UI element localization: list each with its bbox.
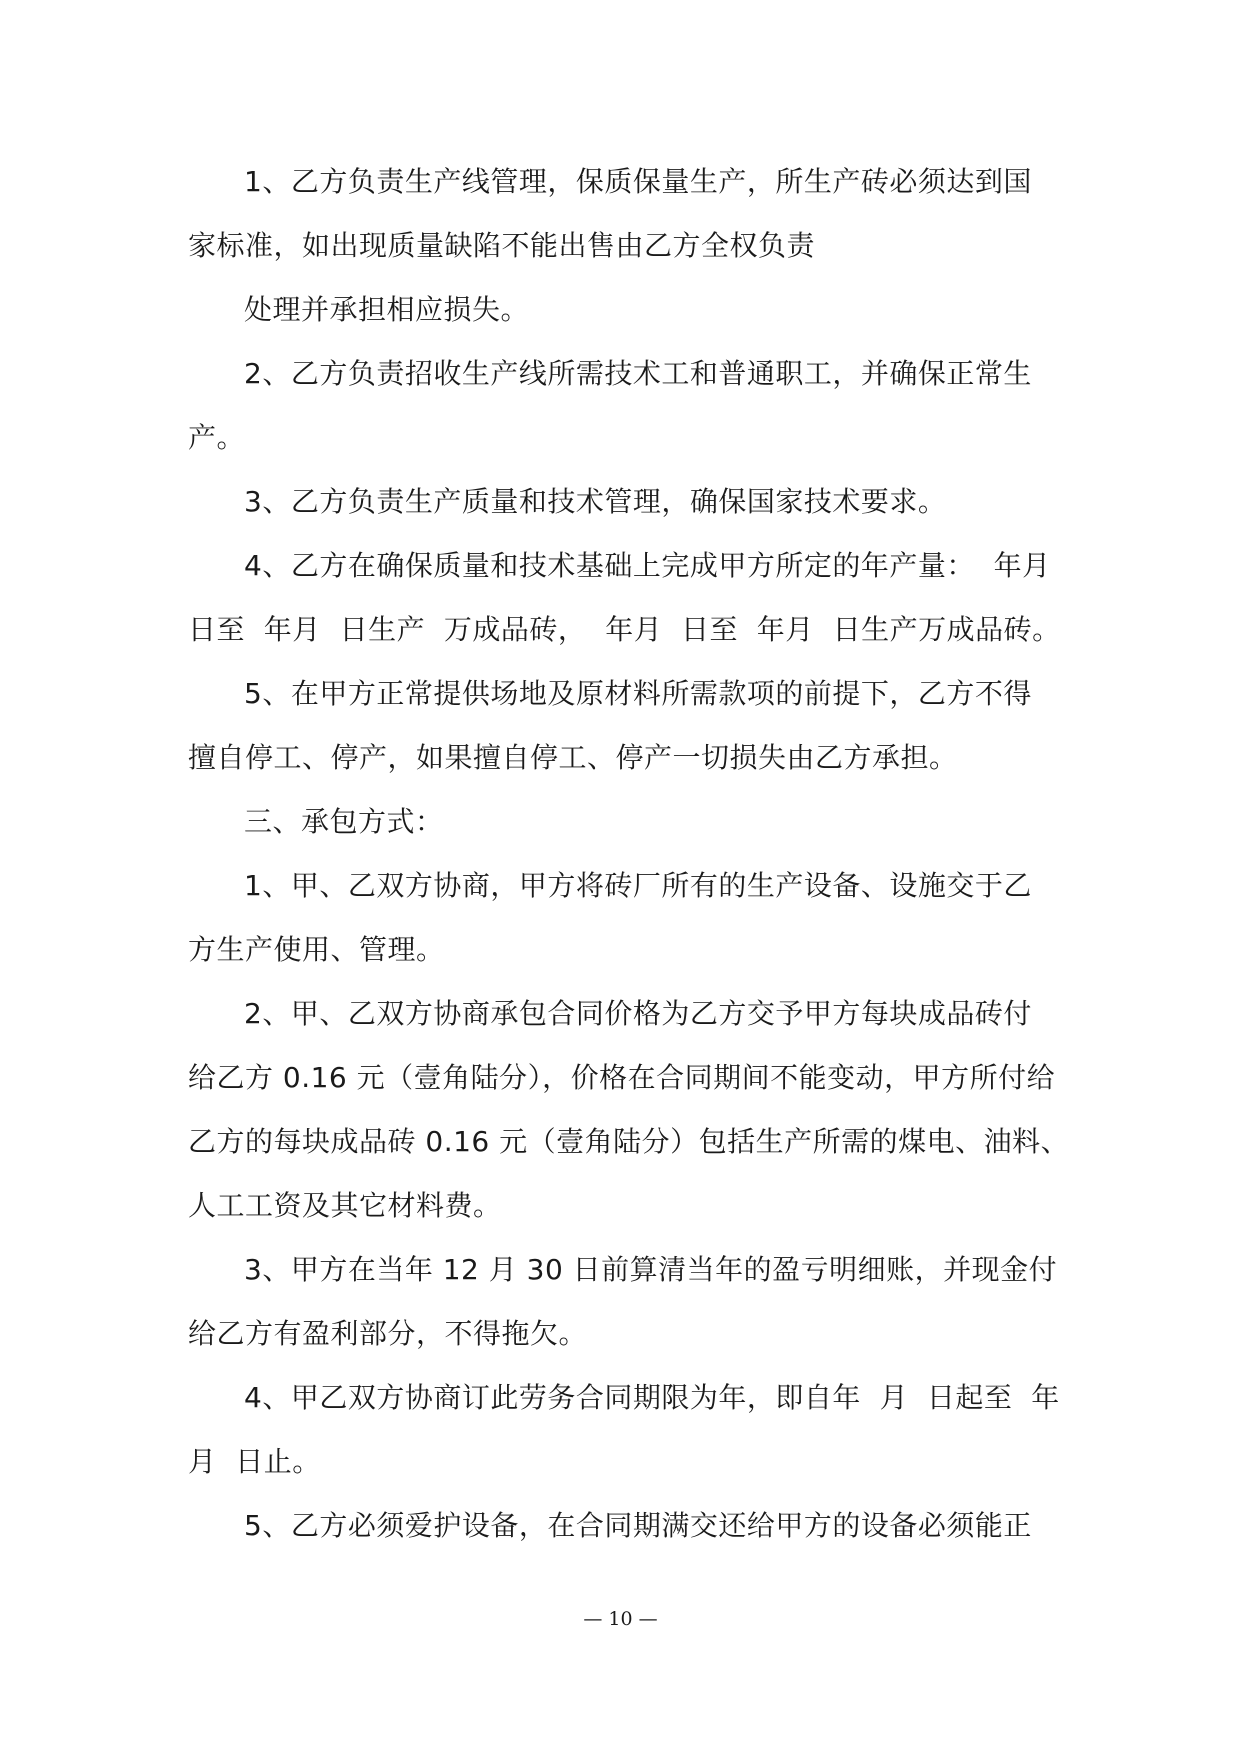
text-line: 1、甲、乙双方协商，甲方将砖厂所有的生产设备、设施交于乙 <box>244 869 1032 902</box>
text-line: 4、甲乙双方协商订此劳务合同期限为年，即自年 月 日起至 年 <box>244 1381 1060 1414</box>
text-line: 2、乙方负责招收生产线所需技术工和普通职工，并确保正常生 <box>244 357 1032 390</box>
text-line: 产。 <box>188 421 246 454</box>
text-line: 家标准，如出现质量缺陷不能出售由乙方全权负责 <box>188 229 816 262</box>
page-number: — 10 — <box>583 1608 658 1630</box>
text-line: 4、乙方在确保质量和技术基础上完成甲方所定的年产量： 年月 <box>244 549 1051 582</box>
document-body <box>188 150 1070 1558</box>
text-line: 擅自停工、停产，如果擅自停工、停产一切损失由乙方承担。 <box>188 741 958 774</box>
text-line: 给乙方有盈利部分，不得拖欠。 <box>188 1317 588 1350</box>
text-line: 5、在甲方正常提供场地及原材料所需款项的前提下，乙方不得 <box>244 677 1032 710</box>
text-line: 方生产使用、管理。 <box>188 933 445 966</box>
text-line: 5、乙方必须爱护设备，在合同期满交还给甲方的设备必须能正 <box>244 1509 1032 1542</box>
text-line: 月 日止。 <box>188 1445 321 1478</box>
text-line: 处理并承担相应损失。 <box>244 293 530 326</box>
text-line: 3、乙方负责生产质量和技术管理，确保国家技术要求。 <box>244 485 947 518</box>
text-line: 日至 年月 日生产 万成品砖， 年月 日至 年月 日生产万成品砖。 <box>188 613 1061 646</box>
text-line: 三、承包方式： <box>244 805 444 838</box>
text-line: 1、乙方负责生产线管理，保质保量生产，所生产砖必须达到国 <box>244 165 1032 198</box>
text-line: 2、甲、乙双方协商承包合同价格为乙方交予甲方每块成品砖付 <box>244 997 1032 1030</box>
text-line: 人工工资及其它材料费。 <box>188 1189 502 1222</box>
text-line: 乙方的每块成品砖 0.16 元（壹角陆分）包括生产所需的煤电、油料、 <box>188 1125 1070 1158</box>
text-line: 3、甲方在当年 12 月 30 日前算清当年的盈亏明细账，并现金付 <box>244 1253 1058 1286</box>
text-line: 给乙方 0.16 元（壹角陆分），价格在合同期间不能变动，甲方所付给 <box>188 1061 1056 1094</box>
